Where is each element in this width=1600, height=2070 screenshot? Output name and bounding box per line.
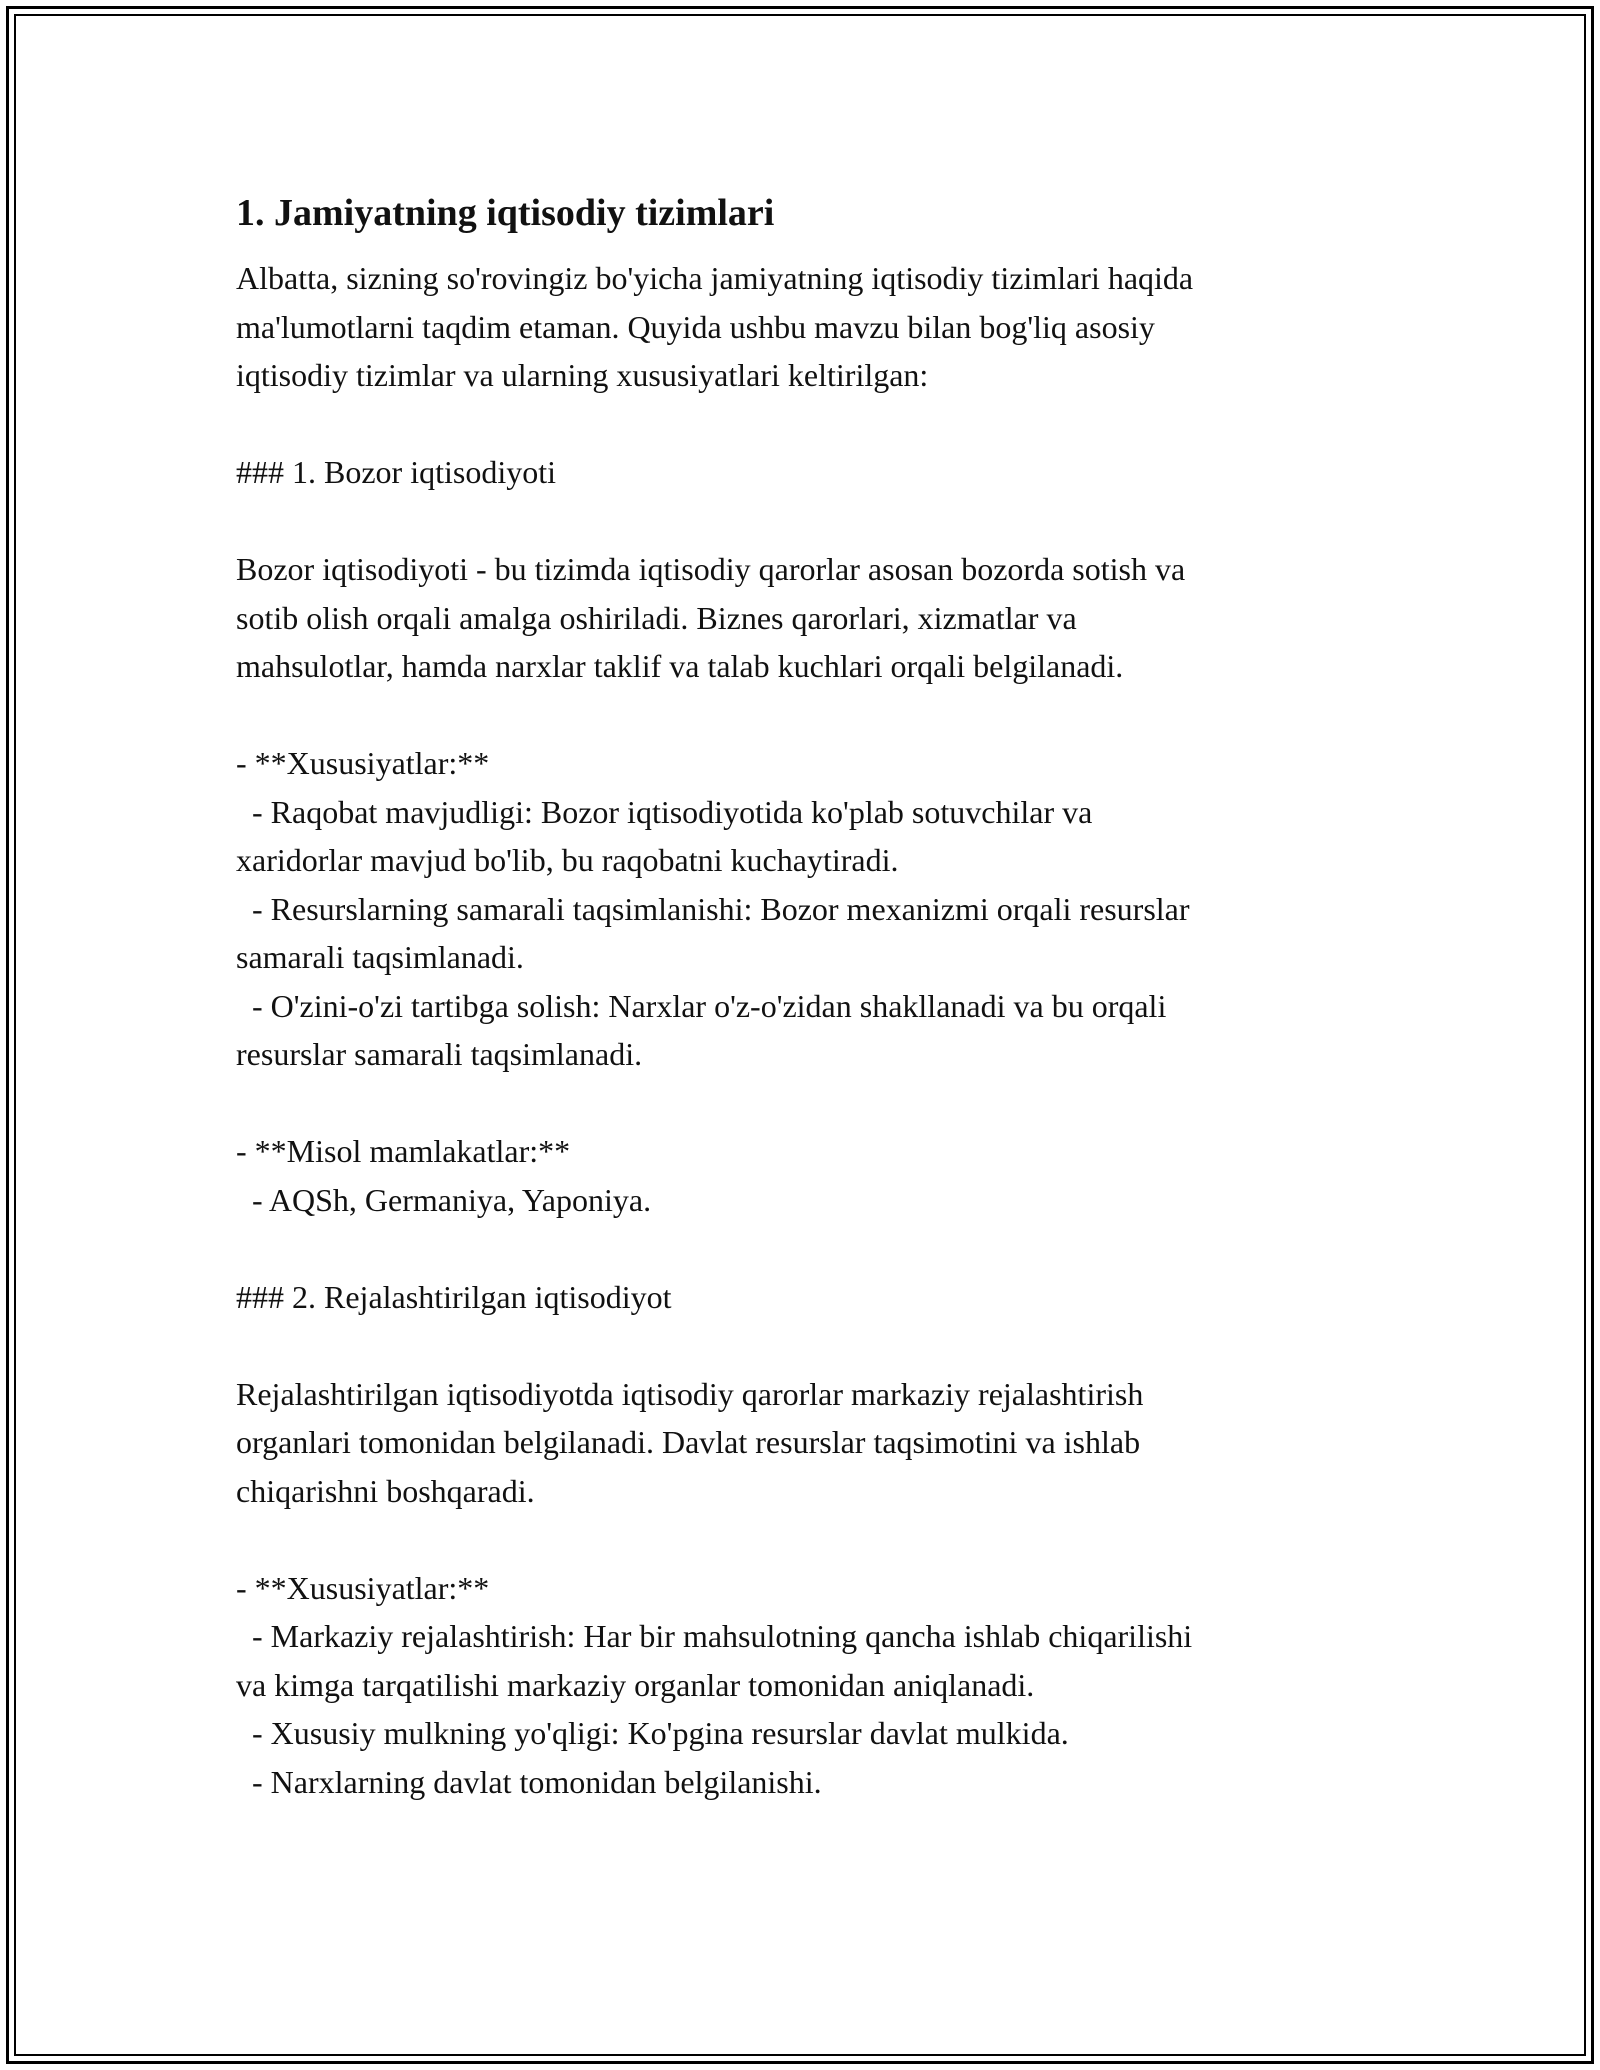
section-heading: ### 2. Rejalashtirilgan iqtisodiyot [236,1278,672,1315]
list-item: - Markaziy rejalashtirish: Har bir mahsulotning qancha ishlab chiqarilishi [236,1618,1193,1654]
text-line: organlari tomonidan belgilanadi. Davlat resurslar taqsimotini va ishlab [236,1424,1141,1460]
blank-line [236,1321,1376,1370]
text-line: Albatta, sizning so'rovingiz bo'yicha jamiyatning iqtisodiy tizimlari haqida [236,260,1194,296]
text-line: sotib olish orqali amalga oshiriladi. Biznes qarorlari, xizmatlar va [236,599,1077,636]
list-item: - Xususiy mulkning yo'qligi: Ko'pgina resurslar davlat mulkida. [236,1715,1069,1751]
text-line: samarali taqsimlanadi. [236,939,524,975]
section-heading: ### 1. Bozor iqtisodiyoti [236,454,556,490]
text-line: Rejalashtirilgan iqtisodiyotda iqtisodiy qarorlar markaziy rejalashtirish [236,1375,1144,1412]
text-line: ma'lumotlarni taqdim etaman. Quyida ushbu mavzu bilan bog'liq asosiy [236,308,1155,345]
list-item: - AQSh, Germaniya, Yaponiya. [236,1181,652,1218]
blank-line [236,1079,1376,1128]
text-line: mahsulotlar, hamda narxlar taklif va talab kuchlari orqali belgilanadi. [236,648,1124,684]
blank-line [236,1224,1376,1273]
list-heading: - **Xususiyatlar:** [236,1569,490,1606]
list-heading: - **Misol mamlakatlar:** [236,1133,571,1169]
list-item: - Raqobat mavjudligi: Bozor iqtisodiyotida ko'plab sotuvchilar va [236,793,1093,830]
text-line: va kimga tarqatilishi markaziy organlar tomonidan aniqlanadi. [236,1666,1035,1703]
blank-line [236,497,1376,546]
document-title: 1. Jamiyatning iqtisodiy tizimlari [236,192,775,234]
list-heading: - **Xususiyatlar:** [236,745,490,781]
blank-line [236,1515,1376,1564]
list-item: - Narxlarning davlat tomonidan belgilanishi. [236,1763,822,1800]
list-item: - Resurslarning samarali taqsimlanishi: Bozor mexanizmi orqali resurslar [236,890,1190,927]
text-line: chiqarishni boshqaradi. [236,1472,535,1509]
document-body [236,186,1376,1806]
document-text [236,254,1376,1806]
text-line: Bozor iqtisodiyoti - bu tizimda iqtisodiy qarorlar asosan bozorda sotish va [236,551,1186,587]
blank-line [236,691,1376,740]
blank-line [236,400,1376,449]
text-line: resurslar samarali taqsimlanadi. [236,1036,643,1072]
list-item: - O'zini-o'zi tartibga solish: Narxlar o'z-o'zidan shakllanadi va bu orqali [236,987,1167,1024]
text-line: iqtisodiy tizimlar va ularning xususiyatlari keltirilgan: [236,357,929,393]
text-line: xaridorlar mavjud bo'lib, bu raqobatni kuchaytiradi. [236,842,899,878]
